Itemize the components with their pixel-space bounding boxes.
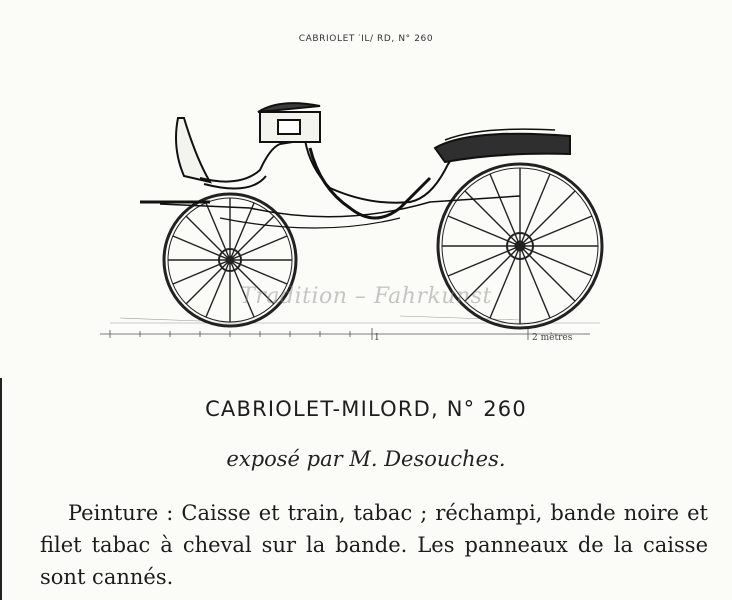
scale-label-2: 2 mètres bbox=[532, 333, 573, 343]
scale-bar bbox=[100, 328, 590, 340]
carriage-illustration bbox=[100, 78, 620, 378]
scale-label-1: 1 bbox=[374, 333, 380, 343]
description-paragraph: Peinture : Caisse et train, tabac ; réchampi, bande noire et filet tabac à cheval sur la bande. Les panneaux de la caisse sont cannés. bbox=[40, 501, 708, 589]
exhibitor-line: exposé par M. Desouches. bbox=[226, 447, 506, 471]
running-header: CABRIOLET ′IL/ RD, N° 260 bbox=[298, 34, 434, 44]
ground-shading bbox=[110, 316, 600, 323]
watermark: Tradition – Fahrkunst bbox=[240, 284, 492, 309]
plate-title: CABRIOLET-MILORD, N° 260 bbox=[205, 397, 527, 421]
